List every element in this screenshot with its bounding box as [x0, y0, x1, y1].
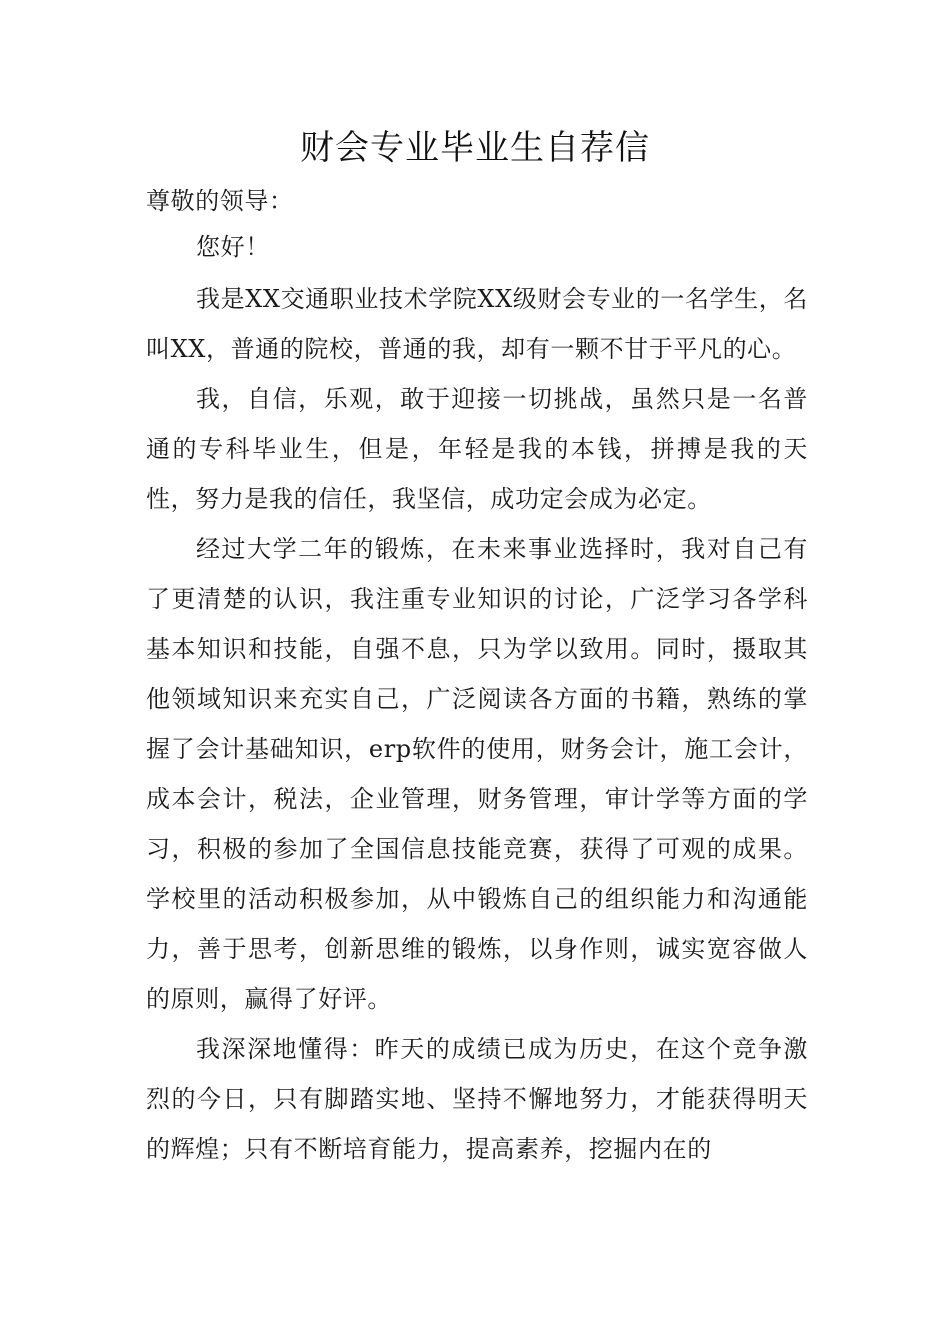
salutation: 尊敬的领导： — [146, 187, 294, 215]
page-title: 财会专业毕业生自荐信 — [300, 128, 650, 168]
paragraph-personality: 我，自信，乐观，敢于迎接一切挑战，虽然只是一名普通的专科毕业生，但是，年轻是我的本钱，拼搏是我的天性，努力是我的信任，我坚信，成功定会成为必定。 — [146, 385, 808, 513]
paragraph-introduction: 我是XX交通职业技术学院XX级财会专业的一名学生，名叫XX，普通的院校，普通的我，却有一颗不甘于平凡的心。 — [146, 285, 808, 363]
paragraph-education: 经过大学二年的锻炼，在未来事业选择时，我对自己有了更清楚的认识，我注重专业知识的讨论，广泛学习各学科基本知识和技能，自强不息，只为学以致用。同时，摄取其他领域知识来充实自己，广泛阅读各方面的书籍，熟练的掌握了会计基础知识，erp软件的使用，财务会计，施工会计，成本会计，税法，企业管理，财务管理，审计学等方面的学习，积极的参加了全国信息技能竞赛，获得了可观的成果。学校里的活动积极参加，从中锻炼自己的组织能力和沟通能力，善于思考，创新思维的锻炼，以身作则，诚实宽容做人的原则，赢得了好评。 — [146, 535, 808, 1013]
paragraph-outlook: 我深深地懂得：昨天的成绩已成为历史，在这个竞争激烈的今日，只有脚踏实地、坚持不懈地努力，才能获得明天的辉煌；只有不断培育能力，提高素养，挖掘内在的 — [146, 1035, 808, 1163]
greeting: 您好！ — [196, 233, 270, 261]
letter-body — [146, 274, 808, 1174]
